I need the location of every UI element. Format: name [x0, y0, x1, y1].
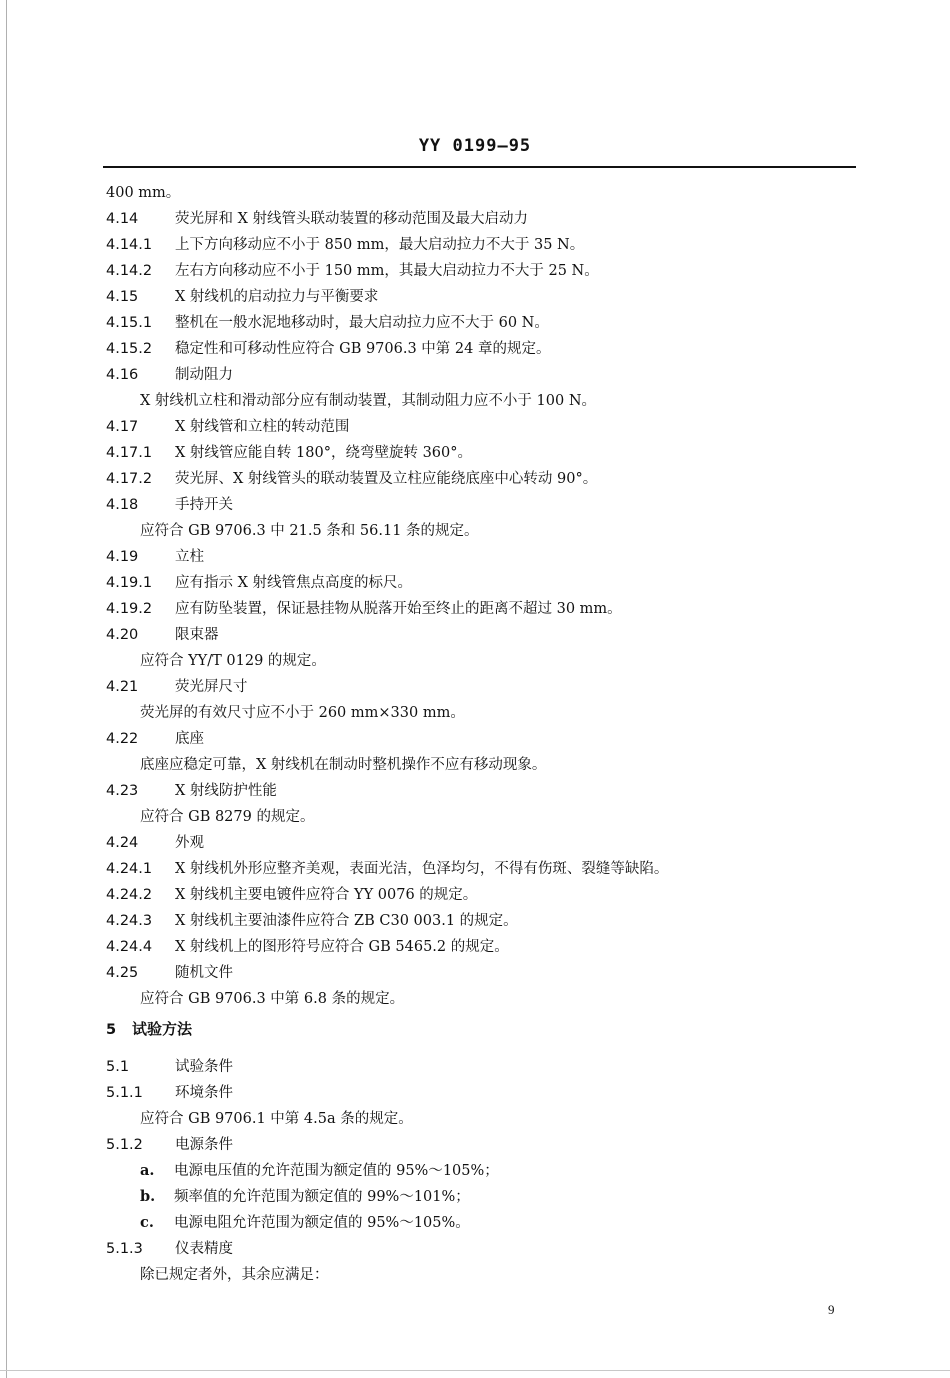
clause-text: 电源条件 — [175, 1137, 233, 1153]
document-body — [106, 180, 906, 1288]
clause-text: 仪表精度 — [175, 1241, 233, 1257]
clause-text: 应符合 GB 9706.3 中 21.5 条和 56.11 条的规定。 — [140, 523, 479, 539]
clause-text: 稳定性和可移动性应符合 GB 9706.3 中第 24 章的规定。 — [175, 341, 551, 357]
clause-text: 除已规定者外，其余应满足： — [140, 1267, 329, 1283]
clause-text: 电源电阻允许范围为额定值的 95%～105%。 — [174, 1215, 470, 1231]
text-line — [106, 414, 906, 440]
clause-number: 4.19 — [106, 549, 139, 565]
section-heading — [106, 1016, 906, 1042]
page-number: 9 — [828, 1302, 835, 1317]
text-line — [106, 622, 906, 648]
clause-text: 制动阻力 — [175, 367, 233, 383]
clause-text: 应有指示 X 射线管焦点高度的标尺。 — [175, 575, 413, 591]
text-line — [106, 830, 906, 856]
text-line — [106, 934, 906, 960]
clause-text: 外观 — [175, 835, 204, 851]
clause-number: 4.19.2 — [106, 601, 153, 617]
text-line — [106, 986, 906, 1012]
clause-number: 5.1.2 — [106, 1137, 143, 1153]
text-line — [106, 466, 906, 492]
list-item-marker: c. — [140, 1214, 154, 1231]
clause-text: 频率值的允许范围为额定值的 99%～101%； — [174, 1189, 470, 1205]
clause-text: X 射线机上的图形符号应符合 GB 5465.2 的规定。 — [175, 939, 509, 955]
clause-number: 4.19.1 — [106, 575, 153, 591]
clause-number: 5.1 — [106, 1059, 130, 1075]
clause-text: 上下方向移动应不小于 850 mm，最大启动拉力不大于 35 N。 — [175, 237, 585, 253]
text-line — [106, 492, 906, 518]
clause-text: 荧光屏和 X 射线管头联动装置的移动范围及最大启动力 — [175, 211, 529, 227]
text-line — [106, 908, 906, 934]
text-line — [106, 752, 906, 778]
clause-number: 4.21 — [106, 679, 139, 695]
text-line — [106, 596, 906, 622]
clause-text: 限束器 — [175, 627, 219, 643]
clause-number: 4.24.1 — [106, 861, 153, 877]
clause-number: 4.15 — [106, 289, 139, 305]
clause-text: X 射线防护性能 — [175, 783, 277, 799]
text-line — [106, 1080, 906, 1106]
clause-number: 4.22 — [106, 731, 139, 747]
text-line — [106, 674, 906, 700]
text-line — [106, 960, 906, 986]
text-line — [106, 1106, 906, 1132]
clause-number: 4.14 — [106, 211, 139, 227]
clause-text: 荧光屏、X 射线管头的联动装置及立柱应能绕底座中心转动 90°。 — [175, 471, 598, 487]
text-line — [106, 544, 906, 570]
clause-text: 立柱 — [175, 549, 204, 565]
text-line — [106, 440, 906, 466]
clause-number: 4.24.3 — [106, 913, 153, 929]
list-item-marker: b. — [140, 1188, 156, 1205]
text-line — [106, 804, 906, 830]
text-line — [106, 180, 906, 206]
text-line — [106, 258, 906, 284]
clause-number: 4.18 — [106, 497, 139, 513]
text-line — [106, 1158, 906, 1184]
list-item-marker: a. — [140, 1162, 155, 1179]
clause-text: 底座 — [175, 731, 204, 747]
clause-number: 4.16 — [106, 367, 139, 383]
clause-number: 4.24 — [106, 835, 139, 851]
clause-number: 4.24.4 — [106, 939, 153, 955]
clause-number: 4.15.1 — [106, 315, 153, 331]
header-rule — [103, 166, 856, 168]
scan-edge-bottom — [0, 1370, 950, 1371]
clause-text: 应符合 GB 8279 的规定。 — [140, 809, 315, 825]
clause-text: 应符合 YY/T 0129 的规定。 — [140, 653, 326, 669]
text-line — [106, 856, 906, 882]
scan-edge — [6, 0, 7, 1378]
clause-text: X 射线机主要电镀件应符合 YY 0076 的规定。 — [175, 887, 478, 903]
clause-text: 荧光屏尺寸 — [175, 679, 248, 695]
text-line — [106, 1236, 906, 1262]
text-line — [106, 518, 906, 544]
text-line — [106, 336, 906, 362]
clause-text: 电源电压值的允许范围为额定值的 95%～105%； — [174, 1163, 499, 1179]
clause-text: 荧光屏的有效尺寸应不小于 260 mm×330 mm。 — [140, 705, 465, 721]
text-line — [106, 648, 906, 674]
text-line — [106, 284, 906, 310]
clause-number: 4.17.2 — [106, 471, 153, 487]
text-line — [106, 206, 906, 232]
clause-text: 手持开关 — [175, 497, 233, 513]
clause-text: 应符合 GB 9706.1 中第 4.5a 条的规定。 — [140, 1111, 413, 1127]
text-line — [106, 882, 906, 908]
clause-text: X 射线机的启动拉力与平衡要求 — [175, 289, 379, 305]
clause-text: 环境条件 — [175, 1085, 233, 1101]
text-line — [106, 1132, 906, 1158]
clause-text: 随机文件 — [175, 965, 233, 981]
clause-number: 4.17 — [106, 419, 139, 435]
clause-text: 应有防坠装置，保证悬挂物从脱落开始至终止的距离不超过 30 mm。 — [175, 601, 622, 617]
text-line — [106, 232, 906, 258]
clause-number: 4.23 — [106, 783, 139, 799]
clause-text: 整机在一般水泥地移动时，最大启动拉力应不大于 60 N。 — [175, 315, 549, 331]
text-line — [106, 388, 906, 414]
clause-number: 5.1.3 — [106, 1241, 143, 1257]
text-line — [106, 1210, 906, 1236]
text-line — [106, 726, 906, 752]
clause-number: 4.17.1 — [106, 445, 153, 461]
document-code-header: YY 0199—95 — [418, 136, 532, 156]
clause-number: 5.1.1 — [106, 1085, 143, 1101]
clause-number: 4.20 — [106, 627, 139, 643]
text-line — [106, 1184, 906, 1210]
text-line — [106, 362, 906, 388]
clause-number: 4.15.2 — [106, 341, 153, 357]
clause-number: 4.14.2 — [106, 263, 153, 279]
clause-text: 底座应稳定可靠，X 射线机在制动时整机操作不应有移动现象。 — [140, 757, 547, 773]
text-line — [106, 700, 906, 726]
clause-text: 试验条件 — [175, 1059, 233, 1075]
clause-text: X 射线机立柱和滑动部分应有制动装置，其制动阻力应不小于 100 N。 — [140, 393, 597, 409]
clause-text: 应符合 GB 9706.3 中第 6.8 条的规定。 — [140, 991, 405, 1007]
clause-number: 4.14.1 — [106, 237, 153, 253]
section-title: 试验方法 — [132, 1020, 193, 1038]
text-line — [106, 1054, 906, 1080]
text-line — [106, 310, 906, 336]
clause-text: X 射线机主要油漆件应符合 ZB C30 003.1 的规定。 — [175, 913, 518, 929]
clause-text: X 射线机外形应整齐美观，表面光洁，色泽均匀，不得有伤斑、裂缝等缺陷。 — [175, 861, 669, 877]
clause-text: X 射线管和立柱的转动范围 — [175, 419, 350, 435]
text-line — [106, 778, 906, 804]
clause-number: 5 — [106, 1022, 117, 1038]
clause-number: 4.24.2 — [106, 887, 153, 903]
text-line — [106, 1262, 906, 1288]
clause-text: 左右方向移动应不小于 150 mm，其最大启动拉力不大于 25 N。 — [175, 263, 599, 279]
clause-text: 400 mm。 — [106, 185, 181, 201]
clause-text: X 射线管应能自转 180°，绕弯壁旋转 360°。 — [175, 445, 473, 461]
text-line — [106, 570, 906, 596]
clause-number: 4.25 — [106, 965, 139, 981]
